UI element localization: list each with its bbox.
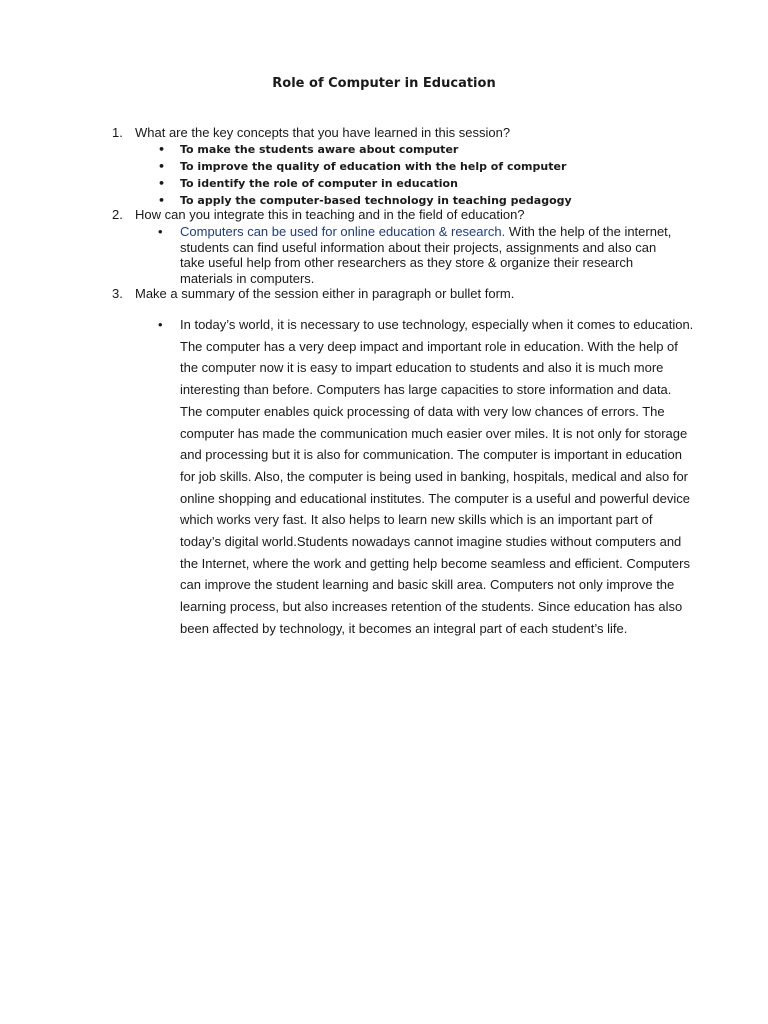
- document-title: Role of Computer in Education: [272, 76, 496, 91]
- list-item: [156, 141, 676, 158]
- question-text: What are the key concepts that you have learned in this session?: [135, 125, 511, 140]
- bullet-icon: •: [158, 143, 166, 156]
- bullet-icon: •: [158, 177, 166, 190]
- bullet-icon: •: [158, 160, 166, 173]
- question-3: [112, 286, 514, 302]
- question-text: Make a summary of the session either in paragraph or bullet form.: [135, 286, 515, 301]
- list-item-text: To identify the role of computer in education: [180, 177, 458, 190]
- key-concepts-list: [156, 141, 676, 209]
- list-item: [156, 314, 696, 640]
- list-item-text: To improve the quality of education with the help of computer: [180, 160, 567, 173]
- question-number: 2.: [112, 207, 123, 222]
- answer-highlight: Computers can be used for online education & research.: [180, 224, 506, 239]
- list-item-text: To apply the computer-based technology in teaching pedagogy: [180, 194, 572, 207]
- answer-text: With the help of the internet, students can find useful information about their projects, assignments and also can take useful help from other researchers as they store & organize their research materials in computers.: [180, 224, 672, 286]
- summary-paragraph: In today’s world, it is necessary to use technology, especially when it comes to education. The computer has a very deep impact and important role in education. With the help of the computer now it is easy to impart education to students and also it is much more interesting than before. Computers has large capacities to store information and data. The computer enables quick processing of data with very low chances of errors. The computer has made the communication much easier over miles. It is not only for storage and processing but it is also for communication. The computer is important in education for job skills. Also, the computer is being used in banking, hospitals, medical and also for online shopping and educational institutes. The computer is a useful and powerful device which works very fast. It also helps to learn new skills which is an important part of today’s digital world.Students nowadays cannot imagine studies without computers and the Internet, where the work and getting help become seamless and efficient. Computers can improve the student learning and basic skill area. Computers not only improve the learning process, but also increases retention of the students. Since education has also been affected by technology, it becomes an integral part of each student’s life.: [180, 317, 694, 636]
- list-item: [156, 158, 676, 175]
- question-number: 3.: [112, 286, 123, 301]
- integration-answer-list: [156, 224, 676, 286]
- bullet-icon: •: [158, 194, 166, 207]
- question-text: How can you integrate this in teaching and in the field of education?: [135, 207, 525, 222]
- question-number: 1.: [112, 125, 123, 140]
- summary-list: [156, 314, 696, 640]
- question-1: [112, 125, 510, 141]
- list-item: [156, 175, 676, 192]
- bullet-icon: •: [158, 317, 163, 332]
- question-2: [112, 207, 525, 223]
- bullet-icon: •: [158, 224, 163, 239]
- list-item: [156, 224, 676, 286]
- list-item-text: To make the students aware about computer: [180, 143, 459, 156]
